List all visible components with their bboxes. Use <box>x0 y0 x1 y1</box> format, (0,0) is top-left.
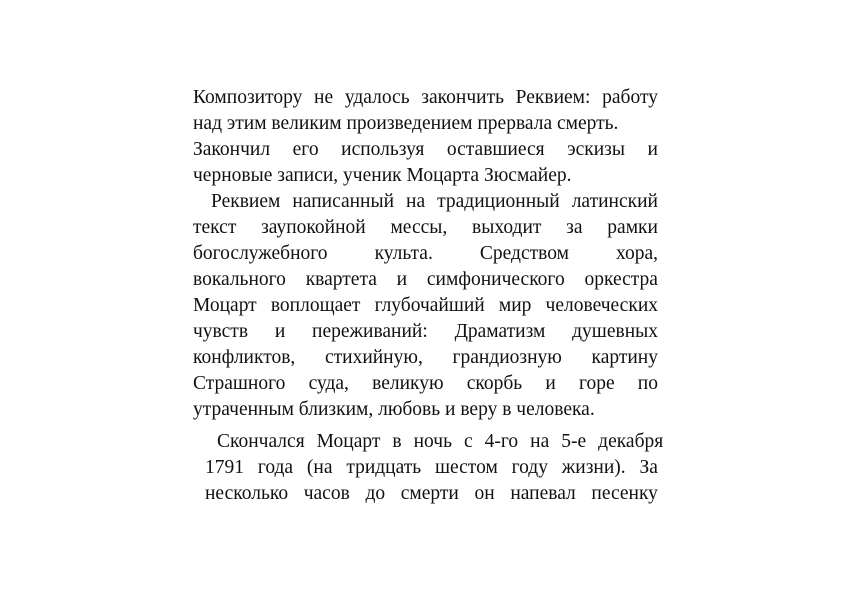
text-line <box>193 345 658 371</box>
word: чувств <box>193 321 249 342</box>
word: оставшиеся <box>446 139 545 160</box>
text-line <box>193 189 658 215</box>
word: великую <box>372 373 444 394</box>
word: ночь <box>413 431 452 452</box>
text-line <box>193 371 658 397</box>
word: Закончил <box>193 139 271 160</box>
word: мессы, <box>390 217 448 238</box>
word: написанный <box>292 191 395 212</box>
word: текст <box>193 217 237 238</box>
word: богослужебного <box>193 243 328 264</box>
word: на <box>406 191 426 212</box>
word: Моцарт <box>193 295 257 316</box>
word: заупокойной <box>261 217 366 238</box>
text-line <box>193 267 658 293</box>
word: Реквием <box>211 191 281 212</box>
word: напевал <box>510 483 576 504</box>
word: удалось <box>344 87 410 108</box>
word: человеческих <box>545 295 658 316</box>
word: выходит <box>472 217 542 238</box>
word: и <box>647 139 658 160</box>
word: Моцарт <box>316 431 381 452</box>
word: часов <box>303 483 350 504</box>
word: скорбь <box>466 373 523 394</box>
word: (на <box>306 457 333 478</box>
word: и <box>274 321 286 342</box>
word: шестом <box>435 457 498 478</box>
word: по <box>637 373 658 394</box>
word: горе <box>578 373 615 394</box>
word: оркестра <box>584 269 658 290</box>
word: используя <box>341 139 425 160</box>
word: конфликтов, <box>193 347 296 368</box>
word: с <box>464 431 473 452</box>
paragraph-3 <box>193 429 664 507</box>
word: до <box>365 483 386 504</box>
text-line <box>193 481 658 507</box>
paragraph-2 <box>193 189 658 423</box>
text-line <box>193 455 658 481</box>
word: грандиозную <box>452 347 562 368</box>
word: культа. <box>374 243 433 264</box>
word: Средством <box>479 243 569 264</box>
word: на <box>530 431 550 452</box>
word: традиционный <box>437 191 560 212</box>
word: Драматизм <box>454 321 546 342</box>
word: года <box>257 457 294 478</box>
word: картину <box>591 347 658 368</box>
word: жизни). <box>561 457 626 478</box>
word: не <box>314 87 334 108</box>
word: стихийную, <box>324 347 423 368</box>
word: тридцать <box>346 457 422 478</box>
word: и <box>396 269 408 290</box>
word: в <box>392 431 402 452</box>
word: хора, <box>615 243 658 264</box>
text-line: над этим великим произведением прервала смерть. <box>193 113 619 134</box>
word: душевных <box>572 321 658 342</box>
word: латинский <box>571 191 658 212</box>
text-line <box>193 429 664 455</box>
word: Реквием: <box>515 87 591 108</box>
word: и <box>545 373 556 394</box>
word: смерти <box>400 483 459 504</box>
word: его <box>292 139 319 160</box>
word: Скончался <box>217 431 305 452</box>
text-line <box>193 137 658 163</box>
word: он <box>474 483 495 504</box>
word: закончить <box>421 87 504 108</box>
word: эскизы <box>567 139 625 160</box>
word: симфонического <box>426 269 565 290</box>
word: суда, <box>308 373 349 394</box>
word: 5-е <box>561 431 587 452</box>
word: переживаний: <box>312 321 428 342</box>
text-line <box>193 293 658 319</box>
text-line <box>193 319 658 345</box>
text-line: утраченным близким, любовь и веру в человека. <box>193 399 595 420</box>
word: За <box>639 457 658 478</box>
word: песенку <box>591 483 658 504</box>
body-text <box>193 85 664 507</box>
text-line <box>193 85 658 111</box>
word: мир <box>498 295 532 316</box>
word: 1791 <box>205 457 244 478</box>
word: вокального <box>193 269 286 290</box>
word: Страшного <box>193 373 286 394</box>
word: Композитору <box>193 87 303 108</box>
paragraph-1 <box>193 85 658 189</box>
word: глубочайший <box>374 295 485 316</box>
word: 4-го <box>484 431 519 452</box>
word: за <box>566 217 583 238</box>
word: работу <box>602 87 658 108</box>
text-line: черновые записи, ученик Моцарта Зюсмайер. <box>193 165 572 186</box>
word: несколько <box>205 483 289 504</box>
word: квартета <box>305 269 377 290</box>
text-line <box>193 241 658 267</box>
word: воплощает <box>270 295 361 316</box>
word: году <box>511 457 548 478</box>
text-line <box>193 215 658 241</box>
word: декабря <box>598 431 664 452</box>
word: рамки <box>607 217 658 238</box>
